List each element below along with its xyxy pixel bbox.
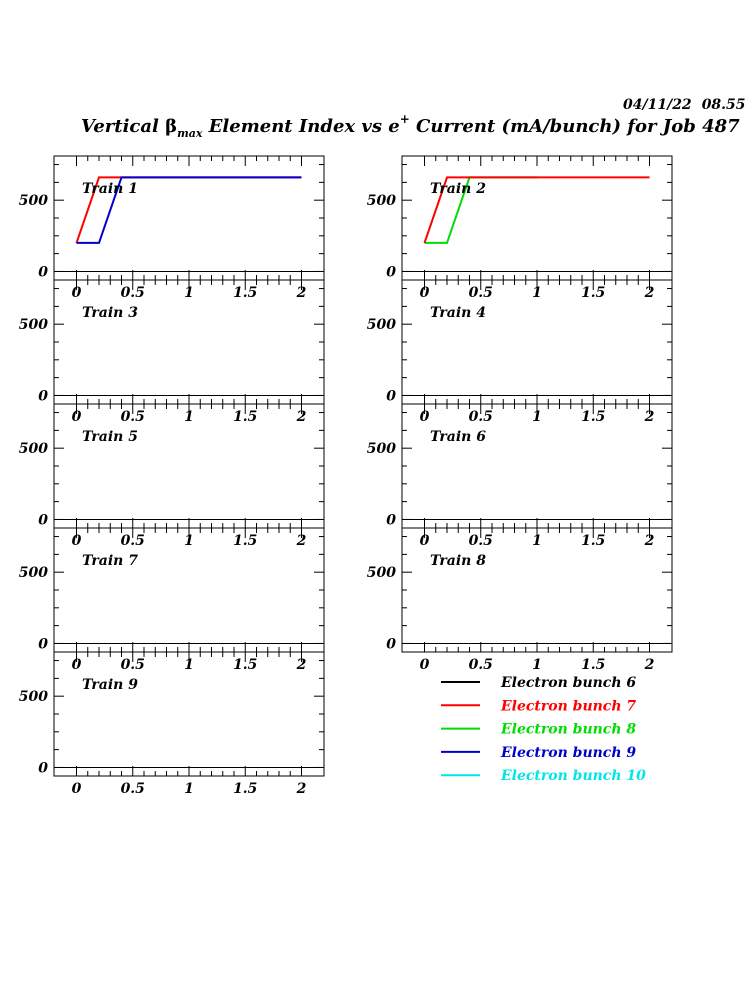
y-tick-label: 500 <box>366 193 396 210</box>
x-tick-label: 1.5 <box>233 285 258 301</box>
y-tick-label: 500 <box>366 441 396 458</box>
x-tick-label: 0 <box>419 533 430 549</box>
panel-frame <box>54 156 324 280</box>
y-tick-label: 500 <box>18 317 48 334</box>
panel-1 <box>19 156 324 301</box>
panel-label: Train 7 <box>82 553 138 569</box>
panel-label: Train 5 <box>82 429 138 445</box>
x-tick-label: 0 <box>419 657 430 673</box>
x-tick-label: 0.5 <box>120 285 145 301</box>
x-tick-label: 0 <box>419 285 430 301</box>
y-tick-label: 0 <box>38 388 48 405</box>
panel-8 <box>367 528 672 673</box>
x-tick-label: 1.5 <box>233 409 258 425</box>
y-tick-label: 0 <box>386 636 396 653</box>
x-tick-label: 2 <box>296 409 307 425</box>
title-mid: Element Index vs e <box>202 116 400 137</box>
y-tick-label: 500 <box>18 193 48 210</box>
x-tick-label: 0.5 <box>120 781 145 797</box>
x-tick-label: 0 <box>419 409 430 425</box>
x-tick-label: 1 <box>184 533 194 549</box>
panel-5 <box>19 404 324 549</box>
y-tick-label: 0 <box>38 760 48 777</box>
x-tick-label: 0 <box>71 781 82 797</box>
x-tick-label: 1 <box>532 533 542 549</box>
panel-label: Train 3 <box>82 305 138 321</box>
panel-7 <box>19 528 324 673</box>
x-tick-label: 1.5 <box>581 285 606 301</box>
x-tick-label: 0.5 <box>120 533 145 549</box>
x-tick-label: 2 <box>644 409 655 425</box>
x-tick-label: 0 <box>71 409 82 425</box>
x-tick-label: 0 <box>71 533 82 549</box>
y-tick-label: 500 <box>18 565 48 582</box>
x-tick-label: 1 <box>184 781 194 797</box>
x-tick-label: 2 <box>296 781 307 797</box>
panel-label: Train 1 <box>82 181 138 197</box>
panel-frame <box>402 156 672 280</box>
x-tick-label: 0.5 <box>468 285 493 301</box>
x-tick-label: 1 <box>532 657 542 673</box>
x-tick-label: 2 <box>644 657 655 673</box>
panel-label: Train 9 <box>82 677 138 693</box>
x-tick-label: 2 <box>296 285 307 301</box>
legend-item <box>441 768 646 784</box>
x-tick-label: 1.5 <box>233 781 258 797</box>
y-tick-label: 0 <box>386 264 396 281</box>
x-tick-label: 1.5 <box>233 533 258 549</box>
x-tick-label: 1 <box>532 409 542 425</box>
y-tick-label: 500 <box>18 441 48 458</box>
y-tick-label: 0 <box>38 512 48 529</box>
y-tick-label: 0 <box>386 388 396 405</box>
x-tick-label: 0.5 <box>120 657 145 673</box>
legend-item <box>441 698 636 714</box>
y-tick-label: 0 <box>386 512 396 529</box>
title-beta: β <box>165 116 178 137</box>
panel-label: Train 6 <box>430 429 486 445</box>
title-prefix: Vertical <box>81 116 166 137</box>
panel-4 <box>367 280 672 425</box>
legend-item <box>441 675 636 691</box>
legend <box>441 675 646 784</box>
date-label: 04/11/22 08.55 <box>623 97 746 113</box>
panel-label: Train 4 <box>430 305 486 321</box>
legend-label: Electron bunch 7 <box>501 698 637 715</box>
legend-item <box>441 745 636 761</box>
x-tick-label: 0 <box>71 285 82 301</box>
y-tick-label: 0 <box>38 264 48 281</box>
x-tick-label: 1 <box>184 657 194 673</box>
x-tick-label: 0.5 <box>468 409 493 425</box>
legend-label: Electron bunch 10 <box>501 768 646 785</box>
panel-3 <box>19 280 324 425</box>
legend-label: Electron bunch 8 <box>501 721 637 738</box>
legend-label: Electron bunch 6 <box>501 675 637 691</box>
y-tick-label: 500 <box>18 689 48 706</box>
legend-item <box>441 722 636 738</box>
x-tick-label: 2 <box>296 657 307 673</box>
x-tick-label: 1 <box>532 285 542 301</box>
title-sub: max <box>177 127 203 140</box>
title-sup: + <box>399 112 410 126</box>
x-tick-label: 2 <box>644 533 655 549</box>
y-tick-label: 500 <box>366 565 396 582</box>
x-tick-label: 2 <box>296 533 307 549</box>
x-tick-label: 2 <box>644 285 655 301</box>
x-tick-label: 0 <box>71 657 82 673</box>
x-tick-label: 1.5 <box>581 533 606 549</box>
x-tick-label: 0.5 <box>120 409 145 425</box>
x-tick-label: 1.5 <box>581 409 606 425</box>
x-tick-label: 0.5 <box>468 657 493 673</box>
x-tick-label: 1.5 <box>581 657 606 673</box>
x-tick-label: 1 <box>184 285 194 301</box>
panel-label: Train 2 <box>430 181 486 197</box>
x-tick-label: 0.5 <box>468 533 493 549</box>
panel-2 <box>367 156 672 301</box>
title-suffix: Current (mA/bunch) for Job 487 <box>409 116 740 137</box>
panel-9 <box>19 652 324 797</box>
chart-title <box>81 112 740 140</box>
x-tick-label: 1.5 <box>233 657 258 673</box>
y-tick-label: 0 <box>38 636 48 653</box>
x-tick-label: 1 <box>184 409 194 425</box>
legend-label: Electron bunch 9 <box>501 744 637 761</box>
panel-label: Train 8 <box>430 553 486 569</box>
panel-6 <box>367 404 672 549</box>
y-tick-label: 500 <box>366 317 396 334</box>
